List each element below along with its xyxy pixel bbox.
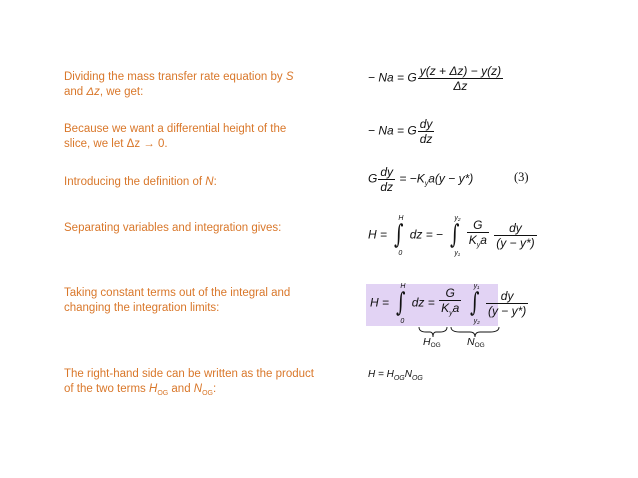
nog-label: $N_{OG}$ [467,336,485,349]
fraction: $\frac{G}{K_ya}$ [441,286,460,317]
integral-sign: ∫ y₂ y₁ [450,214,461,257]
equation-3: G $\frac{dy}{dz}$ = $-K_ya(y - y*)$ [368,165,474,194]
equation-2: − Na = G $\frac{dy}{dz}$ [368,117,433,146]
equation-number: (3) [514,170,529,184]
fraction: $\frac{y(z + \Delta z) - y(z)}{\Delta z}$ [419,64,502,93]
fraction: $\frac{dy}{(y - y*)}$ [487,289,527,318]
fraction: $\frac{dy}{dz}$ [419,117,433,146]
step-2-text: Because we want a differential height of the slice, we let Δz → 0. [64,123,287,150]
integral-sign: ∫ H 0 [394,214,404,257]
step-3-text: Introducing the definition of N: [64,176,217,188]
step-4-text: Separating variables and integration gives: [64,222,282,234]
fraction: $\frac{G}{K_ya}$ [468,218,487,249]
hog-label: $H_{OG}$ [423,336,441,349]
integral-sign: ∫ y₁ y₂ [469,282,480,325]
equation-6: $H = H_{OG}N_{OG}$ [368,369,423,382]
fraction: $\frac{dy}{(y - y*)}$ [496,221,535,250]
equation-1: − Na = G $\frac{y(z + \Delta z) - y(z)}{\Delta z}$ [368,64,502,93]
integral-sign: ∫ H 0 [396,282,406,325]
equation-5: H = ∫ H 0 dz = $\frac{G}{K_ya}$ ∫ y₁ y₂ $\frac{dy}{(y - y*)}$ [370,282,527,325]
step-5-text: Taking constant terms out of the integral and changing the integration limits: [64,287,291,314]
fraction: $\frac{dy}{dz}$ [380,165,394,194]
equation-4: H = ∫ H 0 dz = − ∫ y₂ y₁ $\frac{G}{K_ya}$ $\frac{dy}{(y - y*)}$ [368,214,535,257]
step-1-text: Dividing the mass transfer rate equation by S and Δz, we get: [64,71,294,98]
step-6-text: The right-hand side can be written as the product of the two terms $H_{OG}$ and $N_{OG}$: [64,368,314,397]
